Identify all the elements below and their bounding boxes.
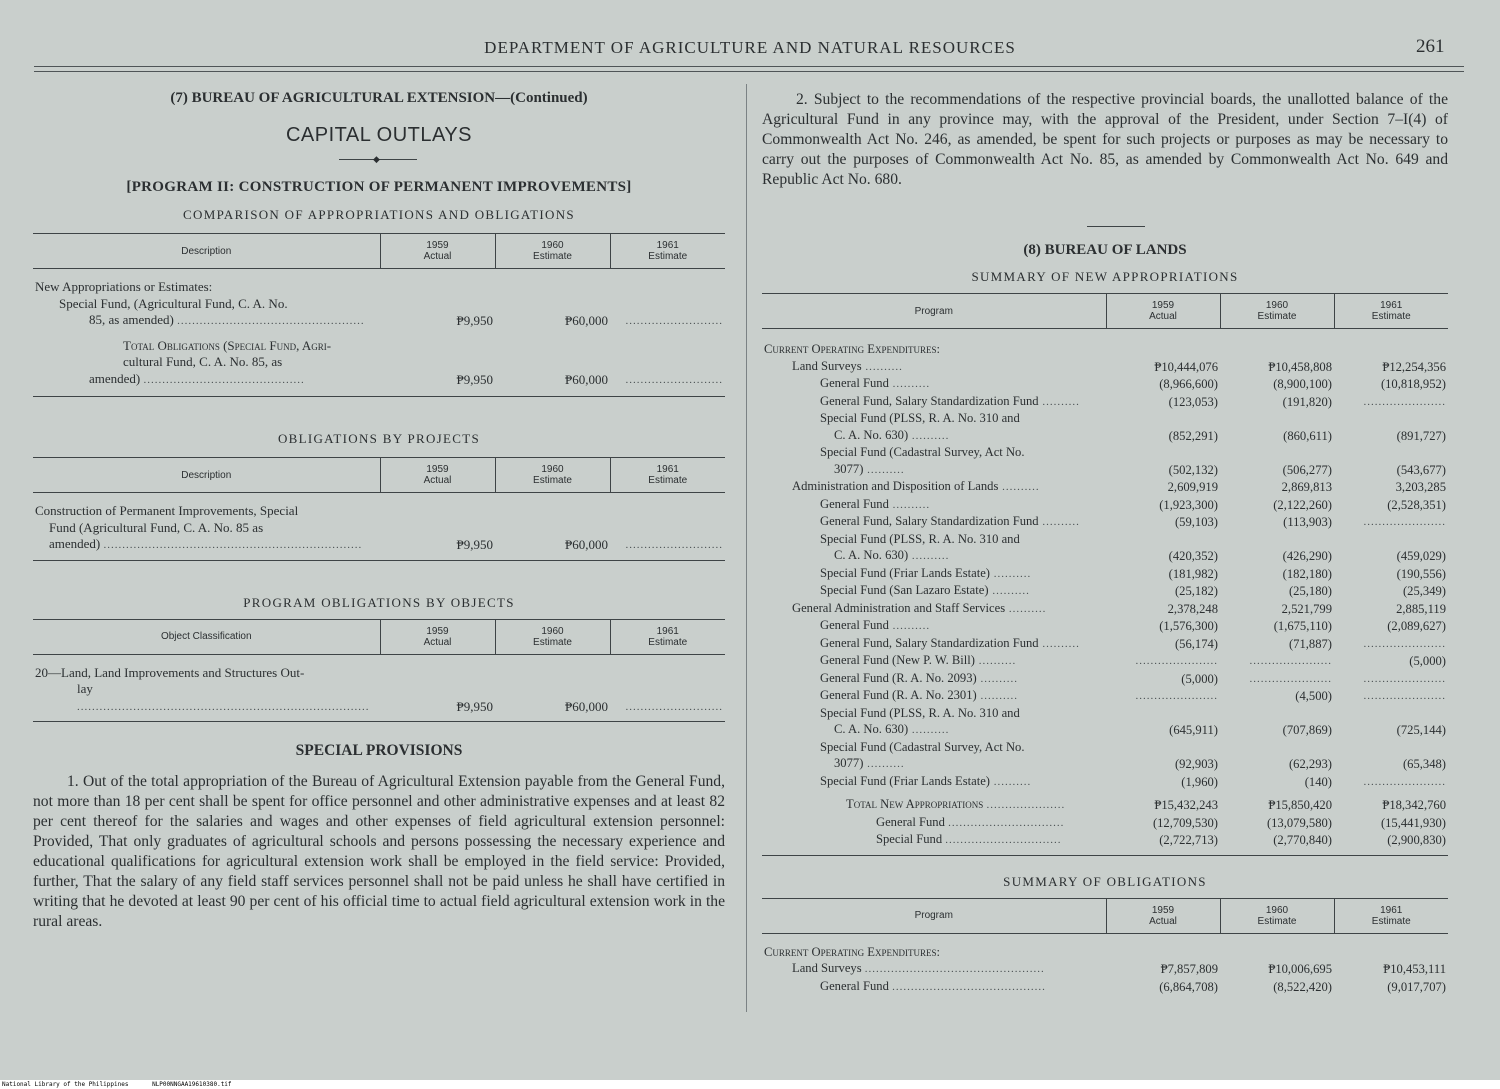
table-header-row bbox=[33, 234, 725, 269]
table-row: Special Fund, (Agricultural Fund, C. A. No. bbox=[59, 295, 288, 311]
provision-2-paragraph: 2. Subject to the recommendations of the respective provincial boards, the unallotted balance of the Agricultural Fund in any province may, with the approval of the President, under Section 7–I(4) of Commonwealth Act No. 246, as amended, be spent for such projects or purposes as may be necessary to carry out the purposes of Commonwealth Act No. 85, as amended by Commonwealth Act No. 649 and Republic Act No. 680. bbox=[762, 91, 1448, 188]
table-row-total: Total New Appropriations ..................... ₱15,432,243 ₱15,850,420 ₱18,342,760 bbox=[846, 797, 1446, 812]
table-row: cultural Fund, C. A. No. 85, as bbox=[123, 354, 283, 369]
section-rule bbox=[1087, 226, 1145, 227]
table-row: amended) ..................................................................... ₱9,950 ₱60,000 .......................... bbox=[49, 536, 723, 552]
table-row: General Fund, Salary Standardization Fund .......... (123,053) (191,820) ...................... bbox=[820, 393, 1446, 409]
table-row: C. A. No. 630) .......... (645,911) (707,869) (725,144) bbox=[834, 722, 1446, 737]
left-column bbox=[33, 90, 725, 932]
table-row: General Fund .......... (8,966,600) (8,900,100) (10,818,952) bbox=[820, 376, 1446, 391]
projects-table bbox=[33, 457, 725, 561]
table-row: C. A. No. 630) .......... (420,352) (426,290) (459,029) bbox=[834, 548, 1446, 563]
table-row: Special Fund (Cadastral Survey, Act No. bbox=[820, 739, 1025, 754]
table-row: Special Fund (San Lazaro Estate) .......... (25,182) (25,180) (25,349) bbox=[820, 583, 1446, 598]
column-divider bbox=[746, 84, 747, 1012]
table-header-row: Object Classification 1959 Actual 1960 Estimate 1961 Estimate bbox=[33, 619, 725, 654]
special-provisions-title: SPECIAL PROVISIONS bbox=[295, 742, 463, 759]
col-header-description: Description bbox=[33, 458, 380, 493]
program-title: [PROGRAM II: CONSTRUCTION OF PERMANENT IMPROVEMENTS] bbox=[126, 179, 632, 195]
bureau-extension-title: (7) BUREAU OF AGRICULTURAL EXTENSION—(Continued) bbox=[170, 90, 588, 106]
table-row: Administration and Disposition of Lands .......... 2,609,919 2,869,813 3,203,285 bbox=[792, 479, 1446, 494]
table-row: Special Fund (Friar Lands Estate) .......... (1,960) (140) ...................... bbox=[820, 773, 1446, 789]
table-row: lay .............................................................................. ₱9,950 ₱60,000 .......................... bbox=[77, 681, 723, 714]
table-header-row: Description 1959 Actual 1960 Estimate 1961 Estimate bbox=[33, 458, 725, 493]
summary-obligations-title: SUMMARY OF OBLIGATIONS bbox=[1003, 873, 1207, 889]
capital-outlays-title: CAPITAL OUTLAYS bbox=[285, 124, 473, 146]
table-row: Fund (Agricultural Fund, C. A. No. 85 as bbox=[49, 519, 264, 535]
provision-1-paragraph: 1. Out of the total appropriation of the Bureau of Agricultural Extension payable from the General Fund, not more than 18 per cent shall be spent for office personnel and other administrative expenses and at least 82 per cent thereof for the salaries and wages and other expenses of field agricultural extension personnel: Provided, That only graduates of agricultural schools and persons possessing the necessary experience and educational qualifications for agricultural extension work shall be employed in the field service: Provided, further, That the salary of any field staff services personnel shall not be paid unless he shall have certified in writing that he devoted at least 90 per cent of his official time to actual field agricultural extension work in the rural areas. bbox=[33, 773, 725, 930]
table-row: General Administration and Staff Services .......... 2,378,248 2,521,799 2,885,119 bbox=[792, 600, 1446, 616]
table-row: Construction of Permanent Improvements, Special bbox=[35, 503, 299, 518]
table-row: 20—Land, Land Improvements and Structures Out- bbox=[35, 664, 305, 680]
footer-filename: NLP00NNGAA19610380.tif bbox=[152, 1081, 232, 1088]
table-row: General Fund (R. A. No. 2301) .......... ...................... (4,500) ...................... bbox=[820, 688, 1446, 703]
table-row: Land Surveys .......... ₱10,444,076 ₱10,458,808 ₱12,254,356 bbox=[792, 358, 1446, 374]
col-header-object: Object Classification bbox=[33, 619, 380, 654]
table-row: General Fund (New P. W. Bill) .......... ...................... ...................... (5,000) bbox=[820, 653, 1446, 668]
table-row: Current Operating Expenditures: bbox=[764, 342, 940, 356]
table-row: General Fund, Salary Standardization Fund .......... (59,103) (113,903) ...................... bbox=[820, 514, 1446, 529]
table-row: amended) ........................................... ₱9,950 ₱60,000 .......................... bbox=[89, 370, 723, 387]
table-row: 3077) .......... (92,903) (62,293) (65,348) bbox=[834, 756, 1446, 771]
ornament-divider: ◆ bbox=[33, 151, 725, 167]
summary-new-title: SUMMARY OF NEW APPROPRIATIONS bbox=[971, 269, 1239, 284]
header-rule-top bbox=[34, 66, 1464, 67]
col-header-program: Program bbox=[762, 898, 1106, 933]
table-header-row: Program 1959 Actual 1960 Estimate 1961 Estimate bbox=[762, 898, 1448, 933]
table-row: Special Fund (PLSS, R. A. No. 310 and bbox=[820, 531, 1020, 546]
table-row: 85, as amended) .................................................. ₱9,950 ₱60,000 .......................... bbox=[89, 312, 723, 328]
table-row: Current Operating Expenditures: bbox=[764, 944, 940, 959]
table-row: Total Obligations (Special Fund, Agri- bbox=[123, 337, 332, 353]
table-row: Land Surveys ................................................ ₱7,857,809 ₱10,006,695 ₱10,453,111 bbox=[792, 961, 1446, 976]
table-row: 3077) .......... (502,132) (506,277) (543,677) bbox=[834, 461, 1446, 477]
col-header-description: Description bbox=[33, 234, 380, 269]
col-header-program: Program bbox=[762, 294, 1106, 329]
table-row: Special Fund (PLSS, R. A. No. 310 and bbox=[820, 411, 1020, 425]
right-column bbox=[762, 90, 1448, 995]
bureau-lands-title: (8) BUREAU OF LANDS bbox=[1023, 242, 1187, 258]
table-row: General Fund, Salary Standardization Fund .......... (56,174) (71,887) ...................... bbox=[820, 635, 1446, 651]
scan-footer bbox=[0, 1080, 1500, 1089]
projects-title: OBLIGATIONS BY PROJECTS bbox=[277, 431, 481, 446]
table-row: Special Fund (Friar Lands Estate) .......... (181,982) (182,180) (190,556) bbox=[820, 565, 1446, 581]
objects-title: PROGRAM OBLIGATIONS BY OBJECTS bbox=[243, 594, 515, 610]
page-number: 261 bbox=[1416, 36, 1445, 57]
header-rule-bottom bbox=[34, 71, 1464, 72]
comparison-table bbox=[33, 233, 725, 397]
obligations-table bbox=[762, 898, 1448, 996]
table-row: Special Fund (Cadastral Survey, Act No. bbox=[820, 445, 1025, 459]
comparison-title: COMPARISON OF APPROPRIATIONS AND OBLIGATIONS bbox=[183, 207, 575, 222]
table-row: General Fund (R. A. No. 2093) .......... (5,000) ...................... ...................... bbox=[820, 670, 1446, 686]
col-header-1961: 1961 Estimate bbox=[610, 234, 725, 269]
table-header-row: Program 1959 Actual 1960 Estimate 1961 Estimate bbox=[762, 294, 1448, 329]
objects-table bbox=[33, 619, 725, 723]
page-header bbox=[0, 30, 1500, 70]
table-row: C. A. No. 630) .......... (852,291) (860,611) (891,727) bbox=[834, 427, 1446, 443]
table-row: General Fund .......... (1,576,300) (1,675,110) (2,089,627) bbox=[820, 618, 1446, 633]
table-row: Special Fund ............................... (2,722,713) (2,770,840) (2,900,830) bbox=[876, 832, 1446, 847]
col-header-1959: 1959 Actual bbox=[380, 234, 495, 269]
table-row: General Fund .......... (1,923,300) (2,122,260) (2,528,351) bbox=[820, 496, 1446, 512]
new-appropriations-table bbox=[762, 293, 1448, 856]
running-head: DEPARTMENT OF AGRICULTURE AND NATURAL RESOURCES bbox=[484, 38, 1016, 57]
table-row: New Appropriations or Estimates: bbox=[35, 279, 213, 294]
col-header-1960: 1960 Estimate bbox=[495, 234, 610, 269]
table-row: General Fund ......................................... (6,864,708) (8,522,420) (9,017,707) bbox=[820, 978, 1446, 994]
footer-library: National Library of the Philippines bbox=[2, 1081, 129, 1088]
lands-rows bbox=[762, 358, 1448, 791]
table-row: Special Fund (PLSS, R. A. No. 310 and bbox=[820, 705, 1020, 720]
table-row: General Fund ............................... (12,709,530) (13,079,580) (15,441,930) bbox=[876, 814, 1446, 830]
